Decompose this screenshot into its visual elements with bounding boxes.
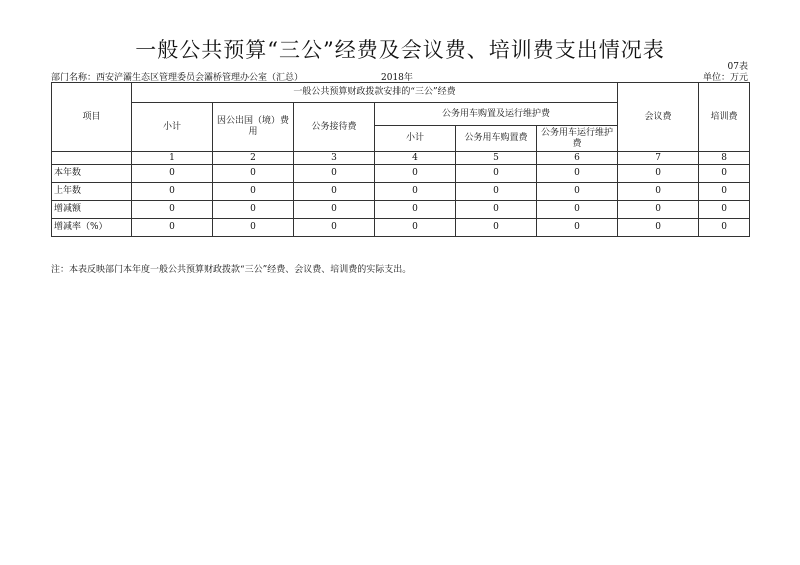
- expenditure-table: [51, 82, 750, 237]
- table-cell: 0: [132, 183, 213, 201]
- column-number: 5: [456, 152, 537, 165]
- table-cell: 0: [294, 183, 375, 201]
- column-number: 4: [375, 152, 456, 165]
- header-vehicle-group: 公务用车购置及运行维护费: [375, 103, 618, 126]
- form-number: 07表: [727, 62, 748, 72]
- table-cell: 0: [618, 201, 699, 219]
- row-label: 上年数: [52, 183, 132, 201]
- column-number: 1: [132, 152, 213, 165]
- column-number: 6: [537, 152, 618, 165]
- table-row: [52, 201, 750, 219]
- table-cell: 0: [537, 165, 618, 183]
- table-cell: 0: [213, 201, 294, 219]
- table-row: [52, 183, 750, 201]
- table-cell: 0: [375, 201, 456, 219]
- table-cell: 0: [132, 201, 213, 219]
- header-budget-group: 一般公共预算财政拨款安排的“三公”经费: [132, 83, 618, 103]
- header-vehicle-purchase: 公务用车购置费: [456, 126, 537, 152]
- table-cell: 0: [294, 219, 375, 237]
- table-cell: 0: [294, 165, 375, 183]
- table-cell: 0: [618, 165, 699, 183]
- header-reception: 公务接待费: [294, 103, 375, 152]
- column-number: 3: [294, 152, 375, 165]
- table-cell: 0: [294, 201, 375, 219]
- header-vehicle-subtotal: 小计: [375, 126, 456, 152]
- table-row: [52, 219, 750, 237]
- table-cell: 0: [699, 183, 750, 201]
- table-cell: 0: [537, 183, 618, 201]
- header-training: 培训费: [699, 83, 750, 152]
- table-cell: 0: [213, 165, 294, 183]
- table-cell: 0: [213, 183, 294, 201]
- table-cell: 0: [213, 219, 294, 237]
- column-number-blank: [52, 152, 132, 165]
- department-name: 部门名称：西安浐灞生态区管理委员会灞桥管理办公室（汇总）: [51, 73, 304, 83]
- table-cell: 0: [699, 201, 750, 219]
- header-row-1: [52, 83, 750, 103]
- column-number: 2: [213, 152, 294, 165]
- table-cell: 0: [375, 183, 456, 201]
- table-cell: 0: [375, 165, 456, 183]
- table-cell: 0: [537, 219, 618, 237]
- table-cell: 0: [618, 219, 699, 237]
- table-cell: 0: [456, 201, 537, 219]
- unit-label: 单位：万元: [702, 73, 748, 83]
- table-cell: 0: [618, 183, 699, 201]
- column-number: 8: [699, 152, 750, 165]
- table-cell: 0: [537, 201, 618, 219]
- table-row: [52, 165, 750, 183]
- table-cell: 0: [456, 183, 537, 201]
- table-cell: 0: [132, 165, 213, 183]
- header-subtotal: 小计: [132, 103, 213, 152]
- header-item: 项目: [52, 83, 132, 152]
- header-vehicle-maintenance: 公务用车运行维护费: [537, 126, 618, 152]
- meta-line: [51, 70, 748, 82]
- table-cell: 0: [132, 219, 213, 237]
- row-label: 增减率（%）: [52, 219, 132, 237]
- table-cell: 0: [456, 165, 537, 183]
- table-cell: 0: [456, 219, 537, 237]
- table-cell: 0: [699, 219, 750, 237]
- report-year: 2018年: [381, 73, 413, 83]
- table-note: 注：本表反映部门本年度一般公共预算财政拨款“三公”经费、会议费、培训费的实际支出。: [51, 265, 412, 275]
- page-title: 一般公共预算“三公”经费及会议费、培训费支出情况表: [135, 38, 665, 62]
- row-label: 本年数: [52, 165, 132, 183]
- header-meeting: 会议费: [618, 83, 699, 152]
- row-label: 增减额: [52, 201, 132, 219]
- column-number-row: [52, 152, 750, 165]
- header-abroad: 因公出国（境）费用: [213, 103, 294, 152]
- table-cell: 0: [375, 219, 456, 237]
- table-cell: 0: [699, 165, 750, 183]
- column-number: 7: [618, 152, 699, 165]
